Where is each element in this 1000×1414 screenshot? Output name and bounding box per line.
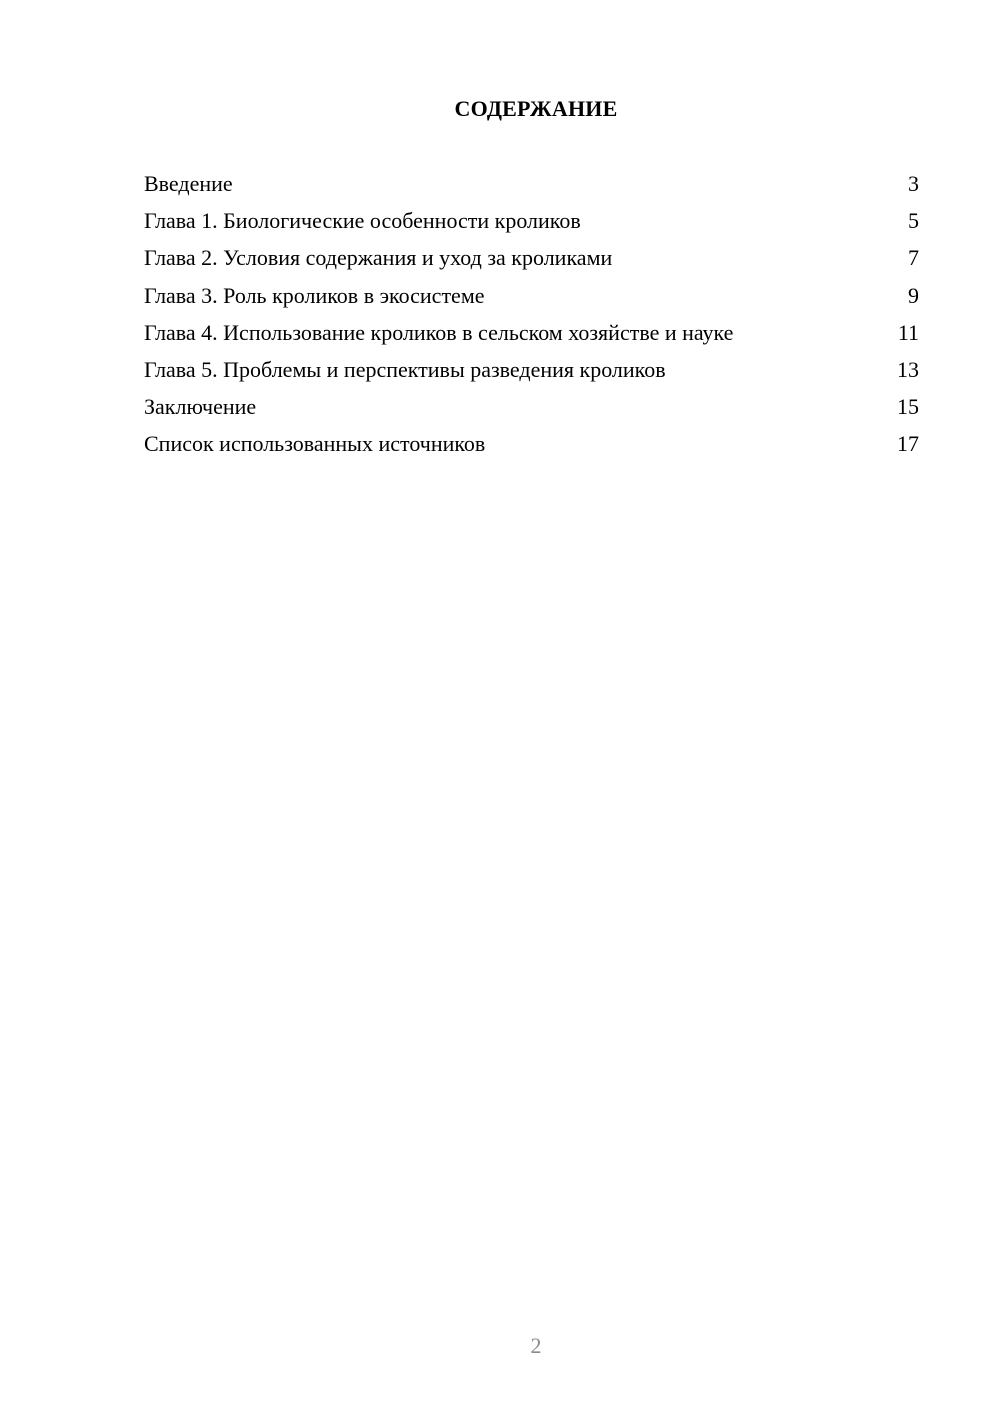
toc-entry-chapter-1[interactable] (144, 206, 919, 243)
toc-entry-page: 13 (897, 356, 919, 382)
toc-entry-label: Заключение (144, 394, 257, 420)
toc-entry-page: 9 (908, 282, 919, 308)
toc-entry-chapter-2[interactable] (144, 243, 919, 280)
toc-entry-page: 7 (908, 245, 919, 271)
toc-entry-page: 15 (897, 394, 919, 420)
table-of-contents (144, 169, 919, 467)
toc-entry-references[interactable] (144, 429, 919, 466)
toc-entry-introduction[interactable] (144, 169, 919, 206)
toc-entry-label: Глава 3. Роль кроликов в экосистеме (144, 282, 485, 308)
toc-entry-label: Введение (144, 171, 233, 196)
toc-entry-page: 3 (908, 171, 919, 196)
page-title: СОДЕРЖАНИЕ (454, 96, 618, 121)
toc-entry-page: 5 (908, 208, 919, 234)
toc-entry-label: Глава 1. Биологические особенности кроликов (144, 208, 581, 234)
toc-entry-chapter-5[interactable] (144, 355, 919, 392)
toc-entry-label: Глава 5. Проблемы и перспективы разведения кроликов (144, 356, 666, 382)
toc-entry-page: 11 (897, 319, 919, 345)
page-number: 2 (530, 1333, 542, 1358)
toc-entry-label: Глава 2. Условия содержания и уход за кроликами (144, 245, 613, 271)
toc-entry-chapter-3[interactable] (144, 281, 919, 318)
toc-entry-label: Список использованных источников (144, 431, 486, 457)
toc-entry-page: 17 (897, 431, 919, 457)
toc-entry-conclusion[interactable] (144, 392, 919, 429)
toc-entry-chapter-4[interactable] (144, 318, 919, 355)
toc-entry-label: Глава 4. Использование кроликов в сельском хозяйстве и науке (144, 319, 734, 345)
